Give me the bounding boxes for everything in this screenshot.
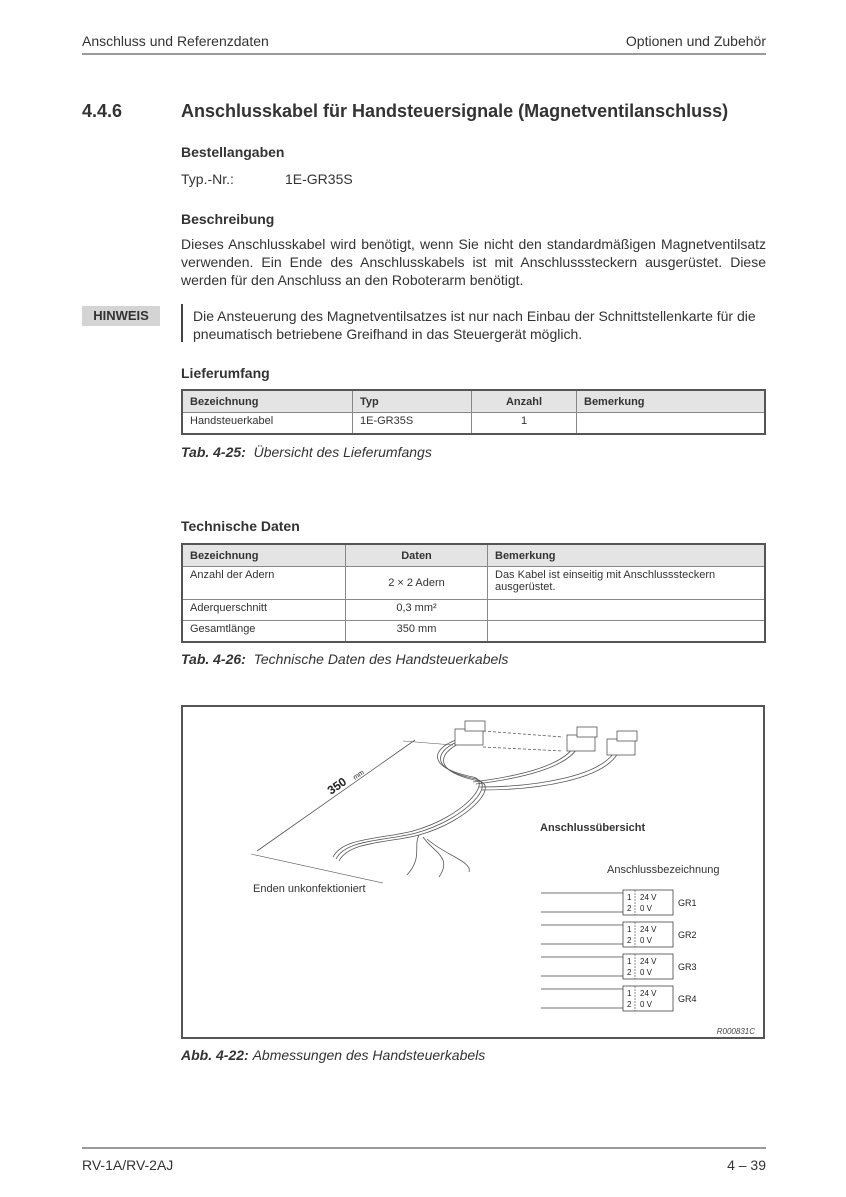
table-row	[182, 600, 765, 621]
pin-number: 2	[627, 904, 632, 913]
pin-number: 2	[627, 968, 632, 977]
dimension-unit: mm	[352, 769, 366, 782]
section-title: Anschlusskabel für Handsteuersignale (Magnetventilanschluss)	[181, 101, 729, 121]
cable-bundle-1	[333, 739, 479, 857]
order-value: 1E-GR35S	[285, 171, 353, 187]
cell: 350 mm	[346, 621, 488, 643]
cable-bundle-3	[479, 749, 616, 787]
pin-signal: 0 V	[640, 968, 653, 977]
col-header: Daten	[346, 544, 488, 567]
pin-number: 2	[627, 1000, 632, 1009]
footer-model: RV-1A/RV-2AJ	[82, 1157, 174, 1173]
dimension-line	[257, 740, 415, 851]
cell	[577, 413, 766, 435]
connection-overview	[541, 890, 697, 1011]
connector-gr1	[541, 890, 697, 915]
techdata-heading: Technische Daten	[181, 518, 300, 534]
pin-number: 2	[627, 936, 632, 945]
cell: 1E-GR35S	[353, 413, 472, 435]
pin-number: 1	[627, 989, 632, 998]
connector-gr3	[541, 954, 697, 979]
cable-figure	[181, 705, 765, 1039]
cell: Das Kabel ist einseitig mit Anschlusssteckern ausgerüstet.	[488, 567, 766, 600]
pin-signal: 0 V	[640, 904, 653, 913]
col-header: Bemerkung	[577, 390, 766, 413]
ends-label: Enden unkonfektioniert	[253, 883, 366, 895]
header-divider	[82, 53, 766, 55]
dimension-value: 350	[324, 774, 350, 798]
table-row	[182, 567, 765, 600]
table-row	[182, 413, 765, 435]
col-header: Bemerkung	[488, 544, 766, 567]
overview-title: Anschlussübersicht	[540, 822, 646, 834]
connector-gr4	[541, 986, 697, 1011]
cell: Handsteuerkabel	[182, 413, 353, 435]
pin-number: 1	[627, 893, 632, 902]
connector-name: GR1	[678, 898, 697, 908]
cell: Aderquerschnitt	[182, 600, 346, 621]
pin-signal: 0 V	[640, 936, 653, 945]
pin-signal: 24 V	[640, 989, 657, 998]
running-header-left: Anschluss und Referenzdaten	[82, 33, 269, 49]
delivery-table	[181, 389, 766, 435]
cell	[488, 600, 766, 621]
note-badge: HINWEIS	[82, 306, 160, 326]
page-number: 4 – 39	[727, 1157, 766, 1173]
description-text: Dieses Anschlusskabel wird benötigt, wenn Sie nicht den standardmäßigen Magnetventilsatz verwenden. Ein Ende des Anschlusskabels ist mit Anschlusssteckern ausgerüstet. Diese werden für den Anschluss an den Roboterarm benötigt.	[181, 236, 766, 288]
order-label: Typ.-Nr.:	[181, 171, 234, 187]
caption-label: Tab. 4-26:	[181, 651, 246, 667]
cell: Anzahl der Adern	[182, 567, 346, 600]
note-text: Die Ansteuerung des Magnetventilsatzes ist nur nach Einbau der Schnittstellenkarte für die pneumatisch betriebene Greifhand in das Steuergerät möglich.	[193, 308, 756, 342]
connector-name: GR4	[678, 994, 697, 1004]
connector-plug-2	[567, 727, 597, 751]
connector-name: GR2	[678, 930, 697, 940]
cell: 2 × 2 Adern	[346, 567, 488, 600]
delivery-heading: Lieferumfang	[181, 365, 270, 381]
connector-plug-1	[455, 721, 485, 745]
table-row	[182, 621, 765, 643]
cell: 1	[472, 413, 577, 435]
pin-signal: 0 V	[640, 1000, 653, 1009]
table-caption-26	[181, 651, 508, 667]
pin-signal: 24 V	[640, 957, 657, 966]
figure-caption	[181, 1047, 485, 1063]
table-caption-25	[181, 444, 432, 460]
figure-ref-code: R000831C	[716, 1027, 755, 1036]
pin-number: 1	[627, 957, 632, 966]
connector-plug-3	[607, 731, 637, 755]
pin-number: 1	[627, 925, 632, 934]
col-header: Anzahl	[472, 390, 577, 413]
footer-divider	[82, 1147, 766, 1149]
section-number: 4.4.6	[82, 101, 123, 121]
col-header: Bezeichnung	[182, 544, 346, 567]
connector-gr2	[541, 922, 697, 947]
caption-text: Übersicht des Lieferumfangs	[253, 444, 432, 460]
running-header-right: Optionen und Zubehör	[625, 33, 766, 49]
description-heading: Beschreibung	[181, 211, 275, 227]
caption-label: Tab. 4-25:	[181, 444, 246, 460]
connector-name: GR3	[678, 962, 697, 972]
order-heading: Bestellangaben	[181, 144, 285, 160]
caption-label: Abb. 4-22:	[181, 1047, 249, 1063]
col-header: Typ	[353, 390, 472, 413]
table-header-row	[182, 544, 765, 567]
pin-signal: 24 V	[640, 893, 657, 902]
cell: 0,3 mm²	[346, 600, 488, 621]
note-bar	[181, 304, 183, 342]
table-header-row	[182, 390, 765, 413]
col-header: Bezeichnung	[182, 390, 353, 413]
techdata-table	[181, 543, 766, 643]
pin-signal: 24 V	[640, 925, 657, 934]
cell: Gesamtlänge	[182, 621, 346, 643]
caption-text: Technische Daten des Handsteuerkabels	[253, 651, 509, 667]
caption-text: Abmessungen des Handsteuerkabels	[252, 1047, 486, 1063]
designation-title: Anschlussbezeichnung	[607, 864, 720, 876]
cell	[488, 621, 766, 643]
